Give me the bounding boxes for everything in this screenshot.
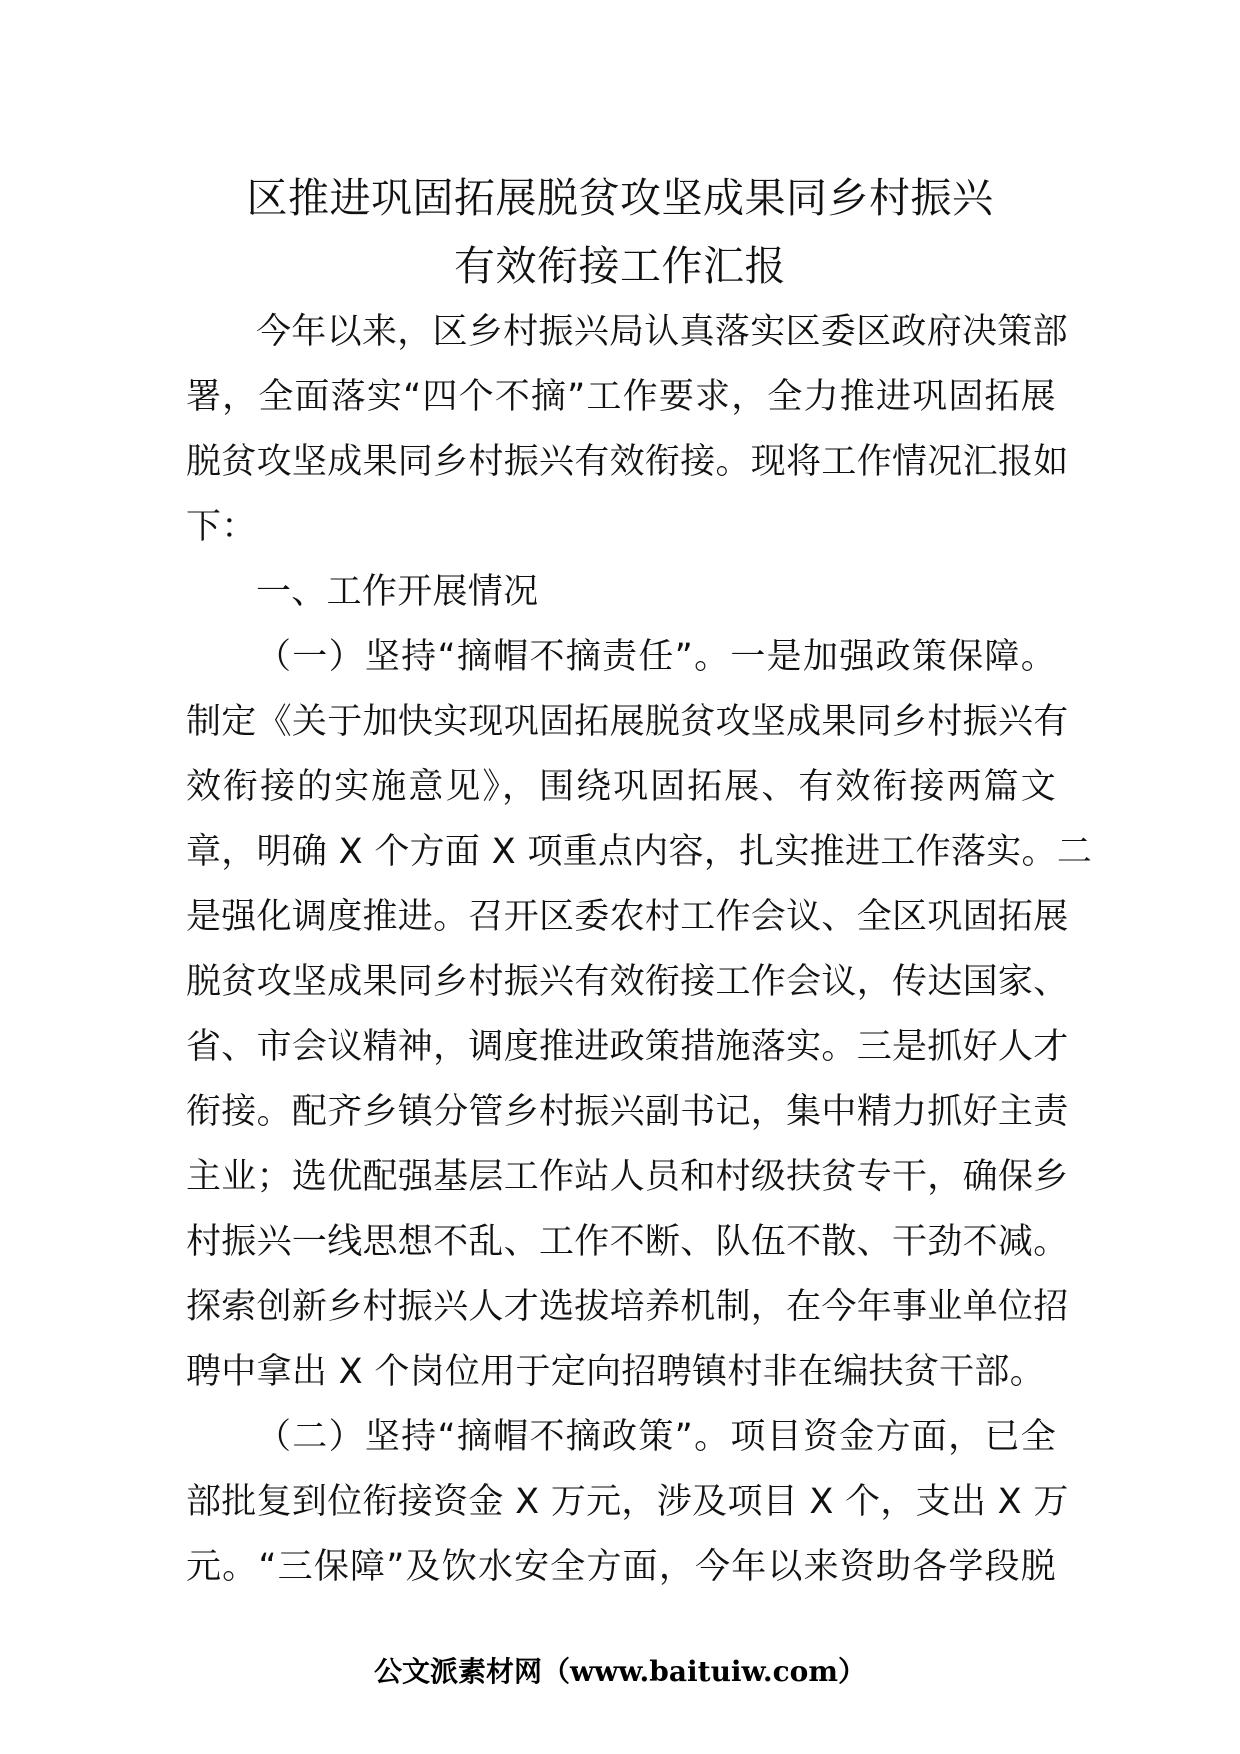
body-line: （二）坚持“摘帽不摘政策”。项目资金方面，已全	[256, 1417, 1056, 1457]
body-line: 脱贫攻坚成果同乡村振兴有效衔接工作会议，传达国家、	[186, 962, 1069, 1002]
body-line: 下：	[186, 507, 257, 547]
body-line: 村振兴一线思想不乱、工作不断、队伍不散、干劲不减。	[186, 1222, 1069, 1262]
body-line: 主业；选优配强基层工作站人员和村级扶贫专干，确保乡	[186, 1157, 1069, 1197]
body-line: 今年以来，区乡村振兴局认真落实区委区政府决策部	[256, 312, 1068, 352]
watermark-footer: 公文派素材网（www.baituiw.com）	[374, 1655, 866, 1688]
body-line: 章，明确 X 个方面 X 项重点内容，扎实推进工作落实。二	[186, 832, 1093, 872]
body-line: 省、市会议精神，调度推进政策措施落实。三是抓好人才	[186, 1027, 1069, 1067]
document-title-line-2: 有效衔接工作汇报	[454, 242, 786, 290]
body-line: 是强化调度推进。召开区委农村工作会议、全区巩固拓展	[186, 897, 1069, 937]
body-line: 效衔接的实施意见》，围绕巩固拓展、有效衔接两篇文	[186, 767, 1056, 807]
body-line: （一）坚持“摘帽不摘责任”。一是加强政策保障。	[256, 637, 1056, 677]
document-body	[186, 300, 1093, 1600]
body-line: 部批复到位衔接资金 X 万元，涉及项目 X 个，支出 X 万	[186, 1482, 1069, 1522]
body-line: 制定《关于加快实现巩固拓展脱贫攻坚成果同乡村振兴有	[186, 702, 1069, 742]
body-line: 探索创新乡村振兴人才选拔培养机制，在今年事业单位招	[186, 1287, 1069, 1327]
body-line: 聘中拿出 X 个岗位用于定向招聘镇村非在编扶贫干部。	[186, 1352, 1046, 1392]
body-line: 元。“三保障”及饮水安全方面，今年以来资助各学段脱	[186, 1547, 1056, 1587]
body-line: 脱贫攻坚成果同乡村振兴有效衔接。现将工作情况汇报如	[186, 442, 1069, 482]
body-line: 署，全面落实“四个不摘”工作要求，全力推进巩固拓展	[186, 377, 1056, 417]
body-line: 衔接。配齐乡镇分管乡村振兴副书记，集中精力抓好主责	[186, 1092, 1069, 1132]
document-title-line-1: 区推进巩固拓展脱贫攻坚成果同乡村振兴	[246, 174, 994, 222]
body-line: 一、工作开展情况	[256, 572, 539, 612]
